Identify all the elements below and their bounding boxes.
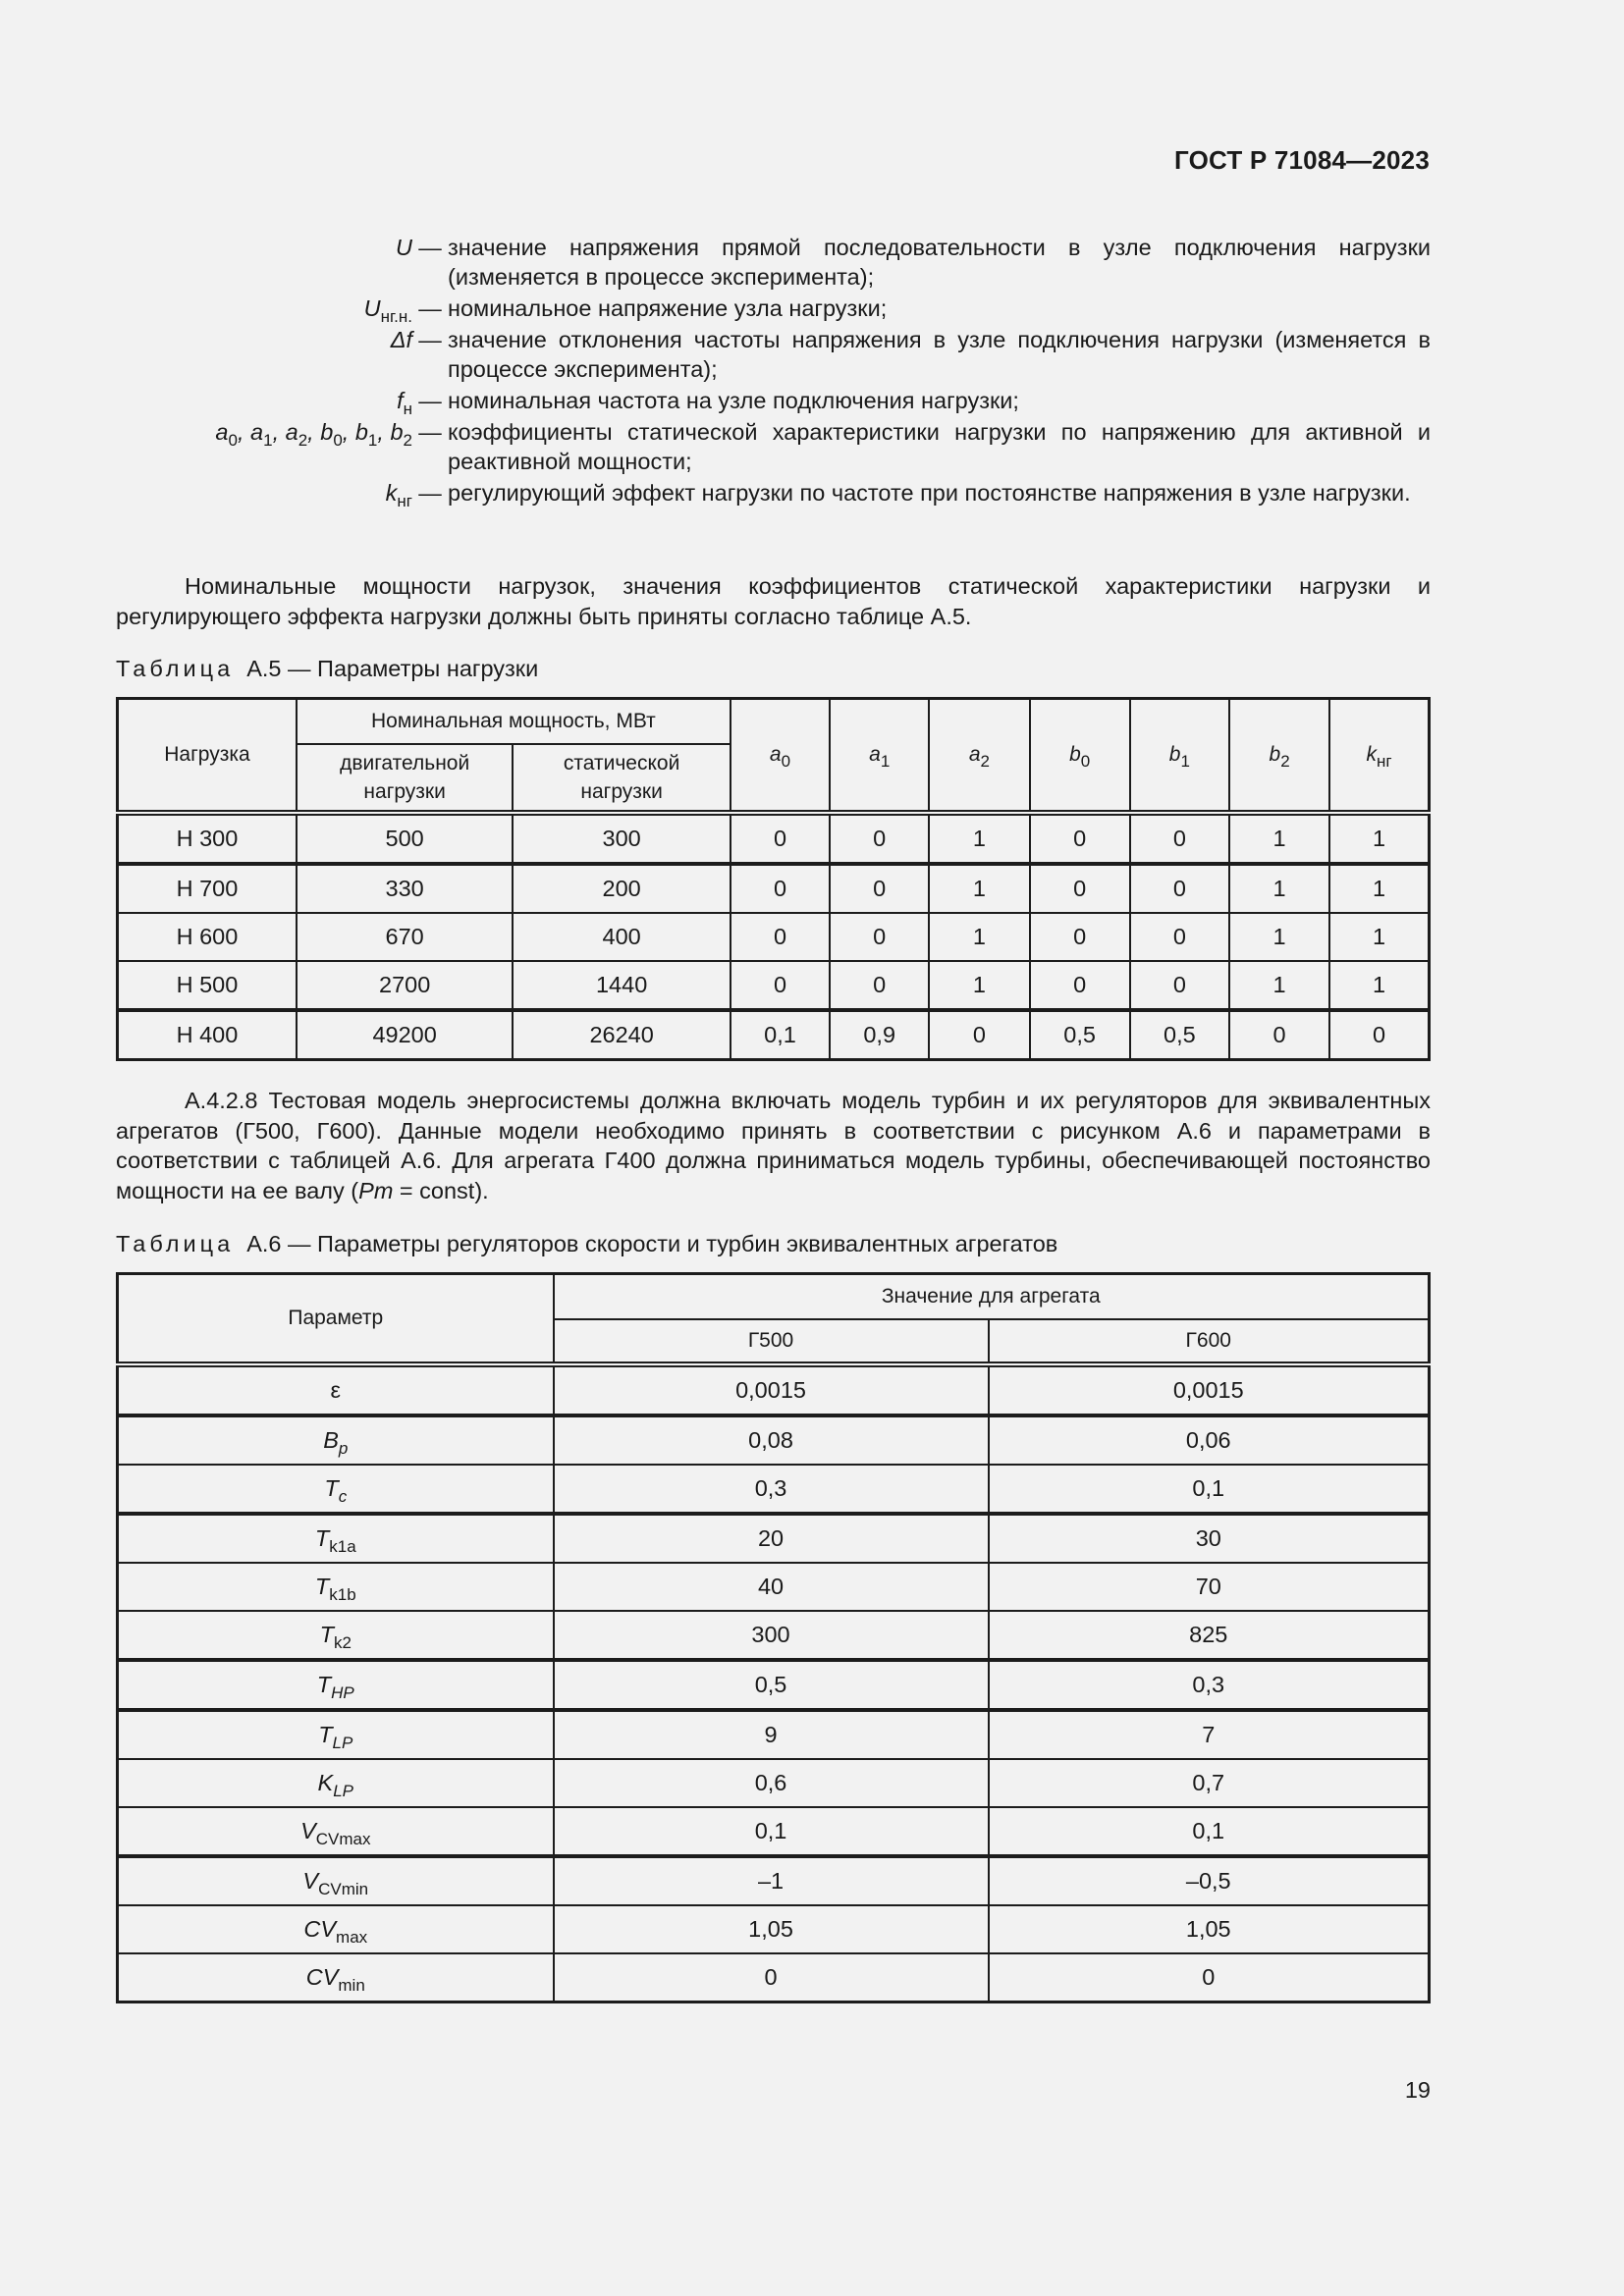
cell-g600: 0,0015	[989, 1364, 1430, 1415]
definition-dash: —	[418, 388, 442, 413]
cell-b2: 1	[1229, 813, 1329, 864]
cell-load: Н 500	[118, 961, 297, 1010]
cell-g600: 0,7	[989, 1759, 1430, 1807]
header-value-for-unit: Значение для агрегата	[554, 1274, 1430, 1319]
cell-motor: 49200	[297, 1010, 513, 1060]
definition-symbol: $a_0$, $a_1$, $a_2$, $b_0$, $b_1$, $b_2$	[215, 419, 412, 450]
cell-g500: 9	[554, 1710, 989, 1759]
header-a2: $a_2$	[929, 699, 1029, 813]
table-row	[118, 1660, 1430, 1710]
header-nominal-power: Номинальная мощность, МВт	[297, 699, 731, 744]
cell-g600: 0	[989, 1953, 1430, 2002]
cell-b1: 0	[1130, 864, 1229, 913]
cell-k: 1	[1329, 813, 1429, 864]
definition-dash: —	[418, 235, 442, 260]
header-k-ng: $k_{нг}$	[1329, 699, 1429, 813]
definition-coefficients	[116, 417, 1431, 476]
definition-delta-f	[116, 325, 1431, 384]
cell-parameter: $CV_{min}$	[118, 1953, 554, 2002]
header-b0: $b_0$	[1030, 699, 1130, 813]
definition-f-nominal	[116, 386, 1431, 418]
table-row	[118, 1856, 1430, 1905]
cell-g500: 0,0015	[554, 1364, 989, 1415]
header-b2: $b_2$	[1229, 699, 1329, 813]
table-row	[118, 1905, 1430, 1953]
cell-g500: –1	[554, 1856, 989, 1905]
definition-text: значение напряжения прямой последовательности в узле подключения нагрузки (изменяется в процессе эксперимента);	[448, 235, 1431, 290]
document-code: ГОСТ Р 71084—2023	[1174, 145, 1430, 175]
cell-a1: 0	[830, 913, 929, 961]
cell-parameter: $B_p$	[118, 1415, 554, 1465]
cell-parameter: $K_{LP}$	[118, 1759, 554, 1807]
cell-g500: 1,05	[554, 1905, 989, 1953]
cell-a1: 0	[830, 813, 929, 864]
cell-static: 26240	[513, 1010, 730, 1060]
cell-motor: 670	[297, 913, 513, 961]
header-static-load: статической нагрузки	[513, 744, 730, 813]
cell-a0: 0	[731, 864, 830, 913]
cell-load: Н 700	[118, 864, 297, 913]
cell-b0: 0	[1030, 813, 1130, 864]
cell-k: 1	[1329, 913, 1429, 961]
table-a5-load-parameters	[116, 697, 1431, 1061]
cell-parameter: $T_{k2}$	[118, 1611, 554, 1660]
definition-dash: —	[418, 419, 442, 445]
header-b1: $b_1$	[1130, 699, 1229, 813]
cell-g600: –0,5	[989, 1856, 1430, 1905]
table-row	[118, 1563, 1430, 1611]
cell-g500: 300	[554, 1611, 989, 1660]
header-load: Нагрузка	[118, 699, 297, 813]
definition-text: номинальная частота на узле подключения нагрузки;	[448, 388, 1019, 413]
table-row	[118, 913, 1430, 961]
definition-dash: —	[418, 295, 442, 321]
cell-a1: 0	[830, 961, 929, 1010]
cell-g600: 0,06	[989, 1415, 1430, 1465]
cell-b0: 0	[1030, 961, 1130, 1010]
table-a6-governor-turbine-parameters	[116, 1272, 1431, 2003]
header-motor-load: двигательной нагрузки	[297, 744, 513, 813]
cell-b1: 0	[1130, 813, 1229, 864]
cell-a0: 0,1	[731, 1010, 830, 1060]
table-row	[118, 1415, 1430, 1465]
cell-parameter: $T_{k1a}$	[118, 1514, 554, 1563]
cell-g600: 30	[989, 1514, 1430, 1563]
definition-symbol: $f_н$	[397, 388, 412, 418]
cell-a1: 0	[830, 864, 929, 913]
definition-text: регулирующий эффект нагрузки по частоте при постоянстве напряжения в узле нагрузки.	[448, 480, 1411, 506]
definition-dash: —	[418, 480, 442, 506]
definition-symbol: Δf	[390, 327, 412, 352]
table-row	[118, 1759, 1430, 1807]
page-number: 19	[1404, 2077, 1431, 2103]
definition-symbol: U	[396, 235, 412, 260]
table-a5-caption: Таблица А.5 — Параметры нагрузки	[116, 656, 539, 681]
cell-k: 1	[1329, 864, 1429, 913]
cell-g600: 0,3	[989, 1660, 1430, 1710]
cell-g500: 0,5	[554, 1660, 989, 1710]
cell-load: Н 600	[118, 913, 297, 961]
cell-b0: 0	[1030, 913, 1130, 961]
table-row	[118, 1611, 1430, 1660]
paragraph-a428: А.4.2.8 Тестовая модель энергосистемы должна включать модель турбин и их регуляторов для эквивалентных агрегатов (Г500, Г600). Данные модели необходимо принять в соответствии с рисунком А.6 и параметрами в соответствии с таблицей А.6. Для агрегата Г400 должна приниматься модель турбины, обеспечивающей постоянство мощности на ее валу (Pm = const).	[116, 1088, 1431, 1203]
cell-g500: 20	[554, 1514, 989, 1563]
header-g500: Г500	[554, 1319, 989, 1364]
cell-g500: 0,3	[554, 1465, 989, 1514]
table-row	[118, 1953, 1430, 2002]
cell-a0: 0	[731, 813, 830, 864]
cell-parameter: $T_{HP}$	[118, 1660, 554, 1710]
cell-b1: 0	[1130, 961, 1229, 1010]
cell-g600: 1,05	[989, 1905, 1430, 1953]
cell-g600: 0,1	[989, 1465, 1430, 1514]
cell-g500: 0	[554, 1953, 989, 2002]
cell-parameter: $T_{k1b}$	[118, 1563, 554, 1611]
cell-k: 0	[1329, 1010, 1429, 1060]
cell-b0: 0	[1030, 864, 1130, 913]
cell-motor: 330	[297, 864, 513, 913]
definition-u-nominal	[116, 294, 1431, 326]
cell-g500: 0,1	[554, 1807, 989, 1856]
cell-g500: 40	[554, 1563, 989, 1611]
cell-g500: 0,6	[554, 1759, 989, 1807]
cell-load: Н 400	[118, 1010, 297, 1060]
table-row	[118, 961, 1430, 1010]
cell-a2: 1	[929, 813, 1029, 864]
header-g600: Г600	[989, 1319, 1430, 1364]
header-a0: $a_0$	[731, 699, 830, 813]
cell-parameter: $V_{CVmax}$	[118, 1807, 554, 1856]
cell-g600: 7	[989, 1710, 1430, 1759]
cell-parameter: ε	[118, 1364, 554, 1415]
cell-b2: 0	[1229, 1010, 1329, 1060]
definition-symbol: $k_{нг}$	[385, 480, 412, 510]
cell-a0: 0	[731, 961, 830, 1010]
cell-b0: 0,5	[1030, 1010, 1130, 1060]
cell-b2: 1	[1229, 913, 1329, 961]
cell-motor: 500	[297, 813, 513, 864]
table-row	[118, 1465, 1430, 1514]
cell-static: 1440	[513, 961, 730, 1010]
definition-text: коэффициенты статической характеристики нагрузки по напряжению для активной и реактивной мощности;	[448, 419, 1431, 474]
table-a6-caption: Таблица А.6 — Параметры регуляторов скорости и турбин эквивалентных агрегатов	[116, 1231, 1058, 1256]
cell-static: 300	[513, 813, 730, 864]
cell-load: Н 300	[118, 813, 297, 864]
header-parameter: Параметр	[118, 1274, 554, 1364]
definition-k-ng	[116, 478, 1431, 510]
cell-g600: 0,1	[989, 1807, 1430, 1856]
definition-symbol: $U_{нг.н.}$	[363, 295, 412, 326]
table-row	[118, 1364, 1430, 1415]
cell-static: 400	[513, 913, 730, 961]
cell-parameter: $CV_{max}$	[118, 1905, 554, 1953]
table-row	[118, 813, 1430, 864]
cell-parameter: $T_{LP}$	[118, 1710, 554, 1759]
paragraph-nominal-power: Номинальные мощности нагрузок, значения коэффициентов статической характеристики нагрузки и регулирующего эффекта нагрузки должны быть приняты согласно таблице А.5.	[116, 573, 1431, 629]
cell-b2: 1	[1229, 864, 1329, 913]
table-row	[118, 1807, 1430, 1856]
definition-text: значение отклонения частоты напряжения в узле подключения нагрузки (изменяется в процессе эксперимента);	[448, 327, 1431, 382]
cell-static: 200	[513, 864, 730, 913]
cell-k: 1	[1329, 961, 1429, 1010]
cell-b1: 0,5	[1130, 1010, 1229, 1060]
table-row	[118, 1010, 1430, 1060]
table-row	[118, 1514, 1430, 1563]
cell-b2: 1	[1229, 961, 1329, 1010]
cell-a0: 0	[731, 913, 830, 961]
cell-a1: 0,9	[830, 1010, 929, 1060]
definition-text: номинальное напряжение узла нагрузки;	[448, 295, 888, 321]
cell-parameter: $T_c$	[118, 1465, 554, 1514]
cell-a2: 1	[929, 913, 1029, 961]
cell-a2: 0	[929, 1010, 1029, 1060]
table-row	[118, 864, 1430, 913]
cell-g500: 0,08	[554, 1415, 989, 1465]
definition-dash: —	[418, 327, 442, 352]
header-a1: $a_1$	[830, 699, 929, 813]
cell-parameter: $V_{CVmin}$	[118, 1856, 554, 1905]
cell-a2: 1	[929, 961, 1029, 1010]
symbol-definitions	[116, 233, 1431, 509]
definition-u	[116, 233, 1431, 292]
cell-g600: 70	[989, 1563, 1430, 1611]
table-row	[118, 1710, 1430, 1759]
cell-a2: 1	[929, 864, 1029, 913]
cell-b1: 0	[1130, 913, 1229, 961]
cell-motor: 2700	[297, 961, 513, 1010]
cell-g600: 825	[989, 1611, 1430, 1660]
